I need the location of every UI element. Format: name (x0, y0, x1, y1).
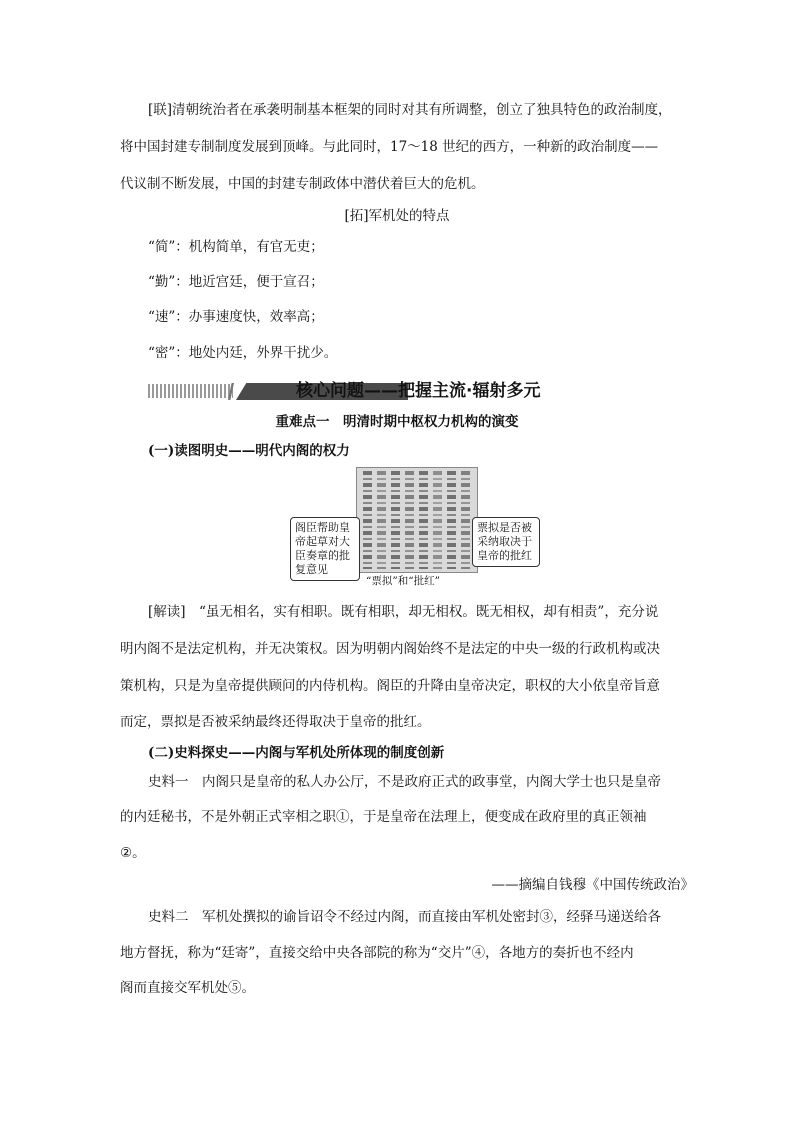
banner-title: 核心问题——把握主流·辐射多元 (296, 381, 541, 401)
intro-line-1: [联]清朝统治者在承袭明制基本框架的同时对其有所调整，创立了独具特色的政治制度， (148, 102, 672, 118)
jiedu-line-4: 而定，票拟是否被采纳最终还得取决于皇帝的批红。 (120, 714, 431, 730)
source2-line-1: 史料二 军机处撰拟的谕旨诏令不经过内阁，而直接由军机处密封③，经驿马递送给各 (148, 909, 661, 925)
section-heading: 重难点一 明清时期中枢权力机构的演变 (275, 414, 519, 430)
source1-citation: ——摘编自钱穆《中国传统政治》 (491, 877, 694, 893)
jiedu-line-2: 明内阁不是法定机构，并无决策权。因为明朝内阁始终不是法定的中央一级的行政机构或决 (120, 641, 660, 657)
source1-line-1: 史料一 内阁只是皇帝的私人办公厅，不是政府正式的政事堂，内阁大学士也只是皇帝 (148, 774, 661, 790)
jiedu-line-1: [解读] “虽无相名，实有相职。既有相职，却无相权。既无相权，却有相责”，充分说 (148, 604, 659, 620)
tuo-item-qin: “勤”：地近宫廷，便于宣召； (148, 274, 324, 290)
figure-caption: “票拟”和“批红” (366, 575, 440, 587)
calligraphy-document-image (356, 467, 478, 573)
subsection-2-heading: (二)史料探史——内阁与军机处所体现的制度创新 (148, 745, 445, 761)
tuo-item-jian: “简”：机构简单，有官无吏； (148, 239, 324, 255)
left-callout: 阁臣帮助皇帝起草对大臣奏章的批复意见 (290, 517, 360, 581)
banner-dots-decoration (148, 384, 233, 398)
source2-line-3: 阁而直接交军机处⑤。 (120, 980, 255, 996)
subsection-1-heading: (一)读图明史——明代内阁的权力 (148, 443, 350, 459)
source1-line-3: ②。 (120, 845, 146, 861)
source2-line-2: 地方督抚，称为“廷寄”，直接交给中央各部院的称为“交片”④，各地方的奏折也不经内 (120, 945, 634, 961)
intro-line-2: 将中国封建专制制度发展到顶峰。与此同时，17～18 世纪的西方，一种新的政治制度—— (120, 139, 659, 155)
jiedu-line-3: 策机构，只是为皇帝提供顾问的内侍机构。阁臣的升降由皇帝决定，职权的大小依皇帝旨意 (120, 678, 660, 694)
intro-line-3: 代议制不断发展，中国的封建专制政体中潜伏着巨大的危机。 (120, 176, 485, 192)
tuo-heading: [拓]军机处的特点 (344, 208, 450, 224)
right-callout: 票拟是否被采纳取决于皇帝的批红 (472, 517, 540, 567)
section-banner (148, 380, 648, 402)
source1-line-2: 的内廷秘书，不是外朝正式宰相之职①，于是皇帝在法理上，便变成在政府里的真正领袖 (120, 809, 647, 825)
tuo-item-su: “速”：办事速度快，效率高； (148, 309, 324, 325)
tuo-item-mi: “密”：地处内廷，外界干扰少。 (148, 345, 338, 361)
